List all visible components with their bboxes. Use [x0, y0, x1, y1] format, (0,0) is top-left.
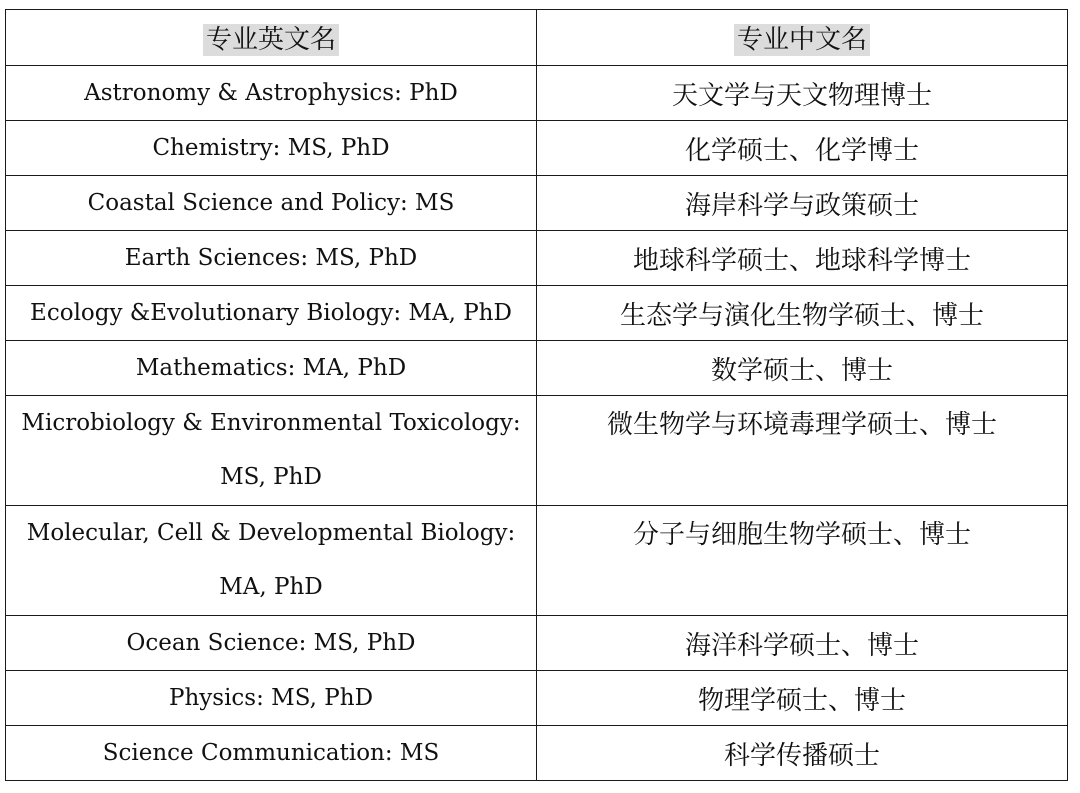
header-row: [6, 10, 1068, 66]
table-header: [6, 10, 1068, 66]
english-name-cell: Earth Sciences: MS, PhD: [6, 231, 537, 286]
english-name-cell: Mathematics: MA, PhD: [6, 341, 537, 396]
table-row: [6, 231, 1068, 286]
english-name-cell: Ocean Science: MS, PhD: [6, 616, 537, 671]
english-name-cell: Ecology &Evolutionary Biology: MA, PhD: [6, 286, 537, 341]
table-row: [6, 66, 1068, 121]
table-row: [6, 341, 1068, 396]
table-row: [6, 506, 1068, 616]
chinese-name-cell: 化学硕士、化学博士: [537, 121, 1068, 176]
table-body: [6, 66, 1068, 781]
table-row: [6, 176, 1068, 231]
english-name-cell: Molecular, Cell & Developmental Biology: MA, PhD: [6, 506, 537, 616]
chinese-name-cell: 科学传播硕士: [537, 726, 1068, 781]
table-row: [6, 286, 1068, 341]
chinese-name-cell: 地球科学硕士、地球科学博士: [537, 231, 1068, 286]
chinese-name-cell: 分子与细胞生物学硕士、博士: [537, 506, 1068, 616]
table-row: [6, 671, 1068, 726]
chinese-name-cell: 海洋科学硕士、博士: [537, 616, 1068, 671]
table-row: [6, 121, 1068, 176]
majors-table: [5, 9, 1068, 781]
header-english-label: 专业英文名: [203, 24, 339, 56]
table-row: [6, 616, 1068, 671]
chinese-name-cell: 天文学与天文物理博士: [537, 66, 1068, 121]
chinese-name-cell: 微生物学与环境毒理学硕士、博士: [537, 396, 1068, 506]
header-english-name: [6, 10, 537, 66]
chinese-name-cell: 物理学硕士、博士: [537, 671, 1068, 726]
english-name-cell: Physics: MS, PhD: [6, 671, 537, 726]
header-chinese-name: [537, 10, 1068, 66]
table-row: [6, 396, 1068, 506]
header-chinese-label: 专业中文名: [734, 24, 870, 56]
english-name-cell: Microbiology & Environmental Toxicology: MS, PhD: [6, 396, 537, 506]
english-name-cell: Science Communication: MS: [6, 726, 537, 781]
english-name-cell: Astronomy & Astrophysics: PhD: [6, 66, 537, 121]
chinese-name-cell: 生态学与演化生物学硕士、博士: [537, 286, 1068, 341]
english-name-cell: Chemistry: MS, PhD: [6, 121, 537, 176]
chinese-name-cell: 海岸科学与政策硕士: [537, 176, 1068, 231]
table-row: [6, 726, 1068, 781]
english-name-cell: Coastal Science and Policy: MS: [6, 176, 537, 231]
chinese-name-cell: 数学硕士、博士: [537, 341, 1068, 396]
